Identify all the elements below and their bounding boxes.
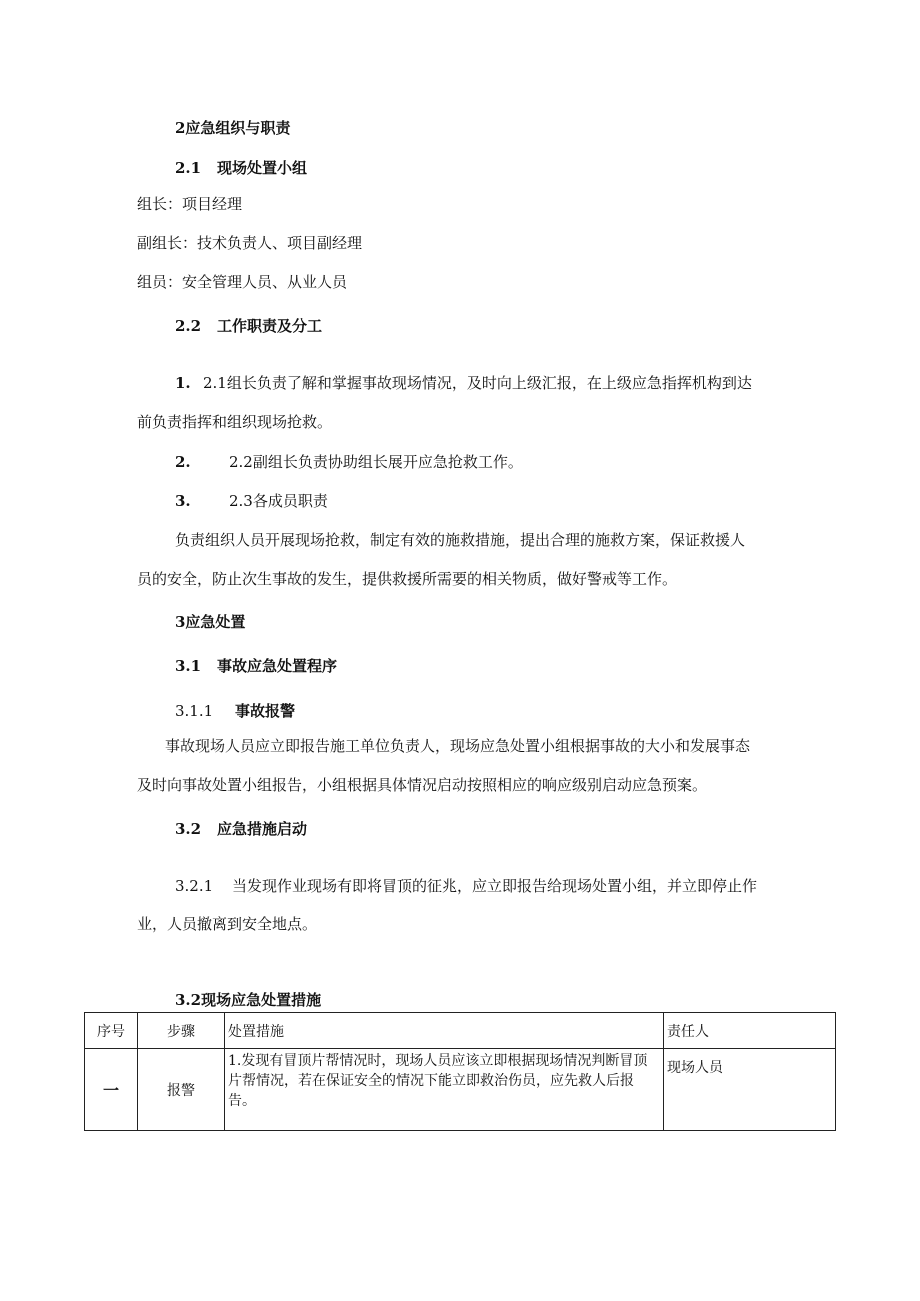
section-3-1-heading [175, 656, 337, 676]
section-2-1-heading [175, 158, 307, 178]
section-title: 事故报警 [235, 702, 296, 720]
measures-table [84, 1012, 836, 1131]
alarm-paragraph-line1: 事故现场人员应立即报告施工单位负责人，现场应急处置小组根据事故的大小和发展事态 [165, 737, 751, 755]
row-number: 一 [85, 1049, 138, 1131]
leader-line: 组长：项目经理 [137, 195, 243, 213]
member-duty-paragraph-line1: 负责组织人员开展现场抢救，制定有效的施救措施，提出合理的施救方案，保证救援人 [175, 531, 746, 549]
deputy-leader-line: 副组长：技术负责人、项目副经理 [137, 234, 363, 252]
section-number: 3.1.1 [175, 702, 214, 720]
section-title: 现场处置小组 [217, 159, 308, 177]
duty-item-2 [175, 452, 523, 472]
section-number: 3.1 [175, 657, 202, 675]
section-3-1-1-heading [175, 701, 295, 721]
section-2-2-heading [175, 316, 322, 336]
duty-item-number: 3. [175, 492, 191, 510]
duty-item-3 [175, 491, 328, 511]
section-3-heading: 3应急处置 [175, 613, 246, 631]
header-person: 责任人 [664, 1013, 836, 1049]
row-measure: 1.发现有冒顶片帮情况时，现场人员应该立即根据现场情况判断冒顶片帮情况，若在保证安全的情况下能立即救治伤员，应先救人后报告。 [225, 1049, 664, 1131]
header-step: 步骤 [138, 1013, 225, 1049]
member-duty-paragraph-line2: 员的安全，防止次生事故的发生，提供救援所需要的相关物质，做好警戒等工作。 [137, 570, 678, 588]
members-line: 组员：安全管理人员、从业人员 [137, 273, 348, 291]
section-number: 3.2.1 [175, 877, 214, 895]
section-number: 2.1 [175, 159, 202, 177]
row-step: 报警 [138, 1049, 225, 1131]
row-person: 现场人员 [664, 1049, 836, 1131]
table-header-row [85, 1013, 836, 1049]
section-title: 应急措施启动 [217, 820, 308, 838]
duty-item-text: 2.1组长负责了解和掌握事故现场情况，及时向上级汇报，在上级应急指挥机构到达 [203, 374, 752, 392]
startup-paragraph-line2: 业，人员撤离到安全地点。 [137, 915, 318, 933]
duty-item-text: 2.2副组长负责协助组长展开应急抢救工作。 [229, 453, 523, 471]
duty-item-text: 2.3各成员职责 [229, 492, 328, 510]
section-number: 3.2 [175, 820, 202, 838]
duty-item-1-continued: 前负责指挥和组织现场抢救。 [137, 413, 333, 431]
startup-paragraph-line1 [175, 876, 757, 896]
section-number: 2.2 [175, 317, 202, 335]
section-title: 事故应急处置程序 [217, 657, 338, 675]
alarm-paragraph-line2: 及时向事故处置小组报告，小组根据具体情况启动按照相应的响应级别启动应急预案。 [137, 776, 708, 794]
section-3-2-measures-heading: 3.2现场应急处置措施 [175, 991, 322, 1009]
header-no: 序号 [85, 1013, 138, 1049]
duty-item-number: 2. [175, 453, 191, 471]
section-3-2-heading [175, 819, 307, 839]
section-title: 工作职责及分工 [217, 317, 323, 335]
startup-text: 当发现作业现场有即将冒顶的征兆，应立即报告给现场处置小组，并立即停止作 [232, 877, 758, 895]
table-row [85, 1049, 836, 1131]
section-2-heading: 2应急组织与职责 [175, 119, 291, 137]
duty-item-number: 1. [175, 374, 191, 392]
duty-item-1 [175, 373, 752, 393]
header-measure: 处置措施 [225, 1013, 664, 1049]
